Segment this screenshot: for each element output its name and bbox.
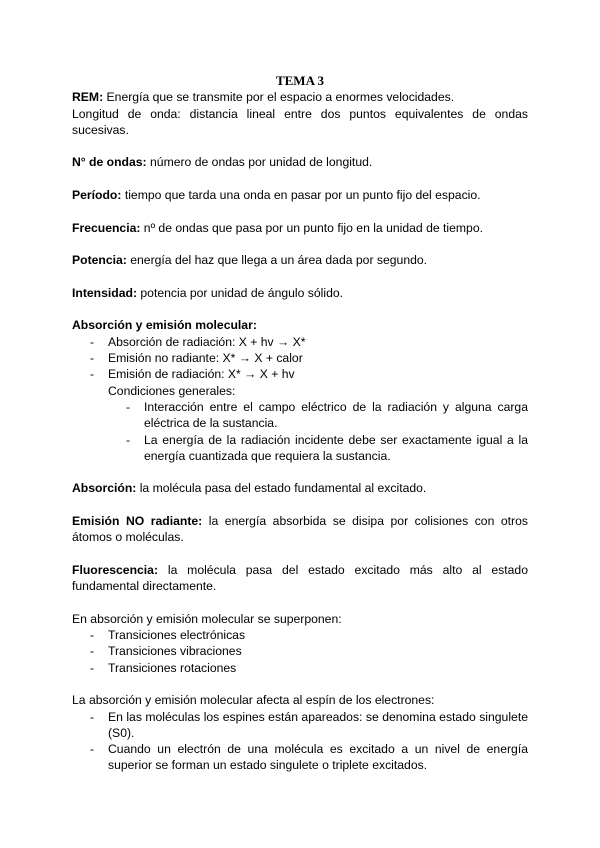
intensidad-definition bbox=[72, 285, 528, 301]
absorcion-emision-heading bbox=[72, 317, 528, 333]
conditions-label: Condiciones generales: bbox=[108, 383, 236, 398]
potencia-text: energía del haz que llega a un área dada por segundo. bbox=[126, 253, 428, 268]
longitud-definition: Longitud de onda: distancia lineal entre dos puntos equivalentes de ondas sucesivas. bbox=[72, 106, 528, 137]
list-item: - Transiciones electrónicas bbox=[72, 627, 528, 643]
superponen-intro: En absorción y emisión molecular se superponen: bbox=[72, 611, 342, 626]
list-item: - Absorción de radiación: X + hv → X* bbox=[72, 334, 528, 350]
frecuencia-definition bbox=[72, 220, 528, 236]
list-item: - Transiciones rotaciones bbox=[72, 660, 528, 676]
list-item: - Transiciones vibraciones bbox=[72, 643, 528, 659]
fluorescencia-text: la molécula pasa del estado excitado más alto al estado fundamental directamente. bbox=[72, 562, 528, 594]
emision-no-radiante-term: Emisión NO radiante: bbox=[72, 514, 203, 529]
rem-text: Energía que se transmite por el espacio a enormes velocidades. bbox=[103, 90, 455, 105]
potencia-definition bbox=[72, 252, 528, 268]
absorcion-term: Absorción: bbox=[72, 481, 137, 496]
frecuencia-text: nº de ondas que pasa por un punto fijo en la unidad de tiempo. bbox=[140, 220, 483, 235]
intensidad-text: potencia por unidad de ángulo sólido. bbox=[137, 285, 344, 300]
list-item: - En las moléculas los espines están apareados: se denomina estado singulete (S0). bbox=[72, 709, 528, 742]
page-title: TEMA 3 bbox=[275, 73, 325, 88]
absorcion-emision-list bbox=[72, 334, 528, 383]
emision-no-radiante-text: la energía absorbida se disipa por colisiones con otros átomos o moléculas. bbox=[72, 514, 528, 545]
emision-no-radiante-definition bbox=[72, 513, 528, 546]
n-ondas-definition bbox=[72, 154, 528, 170]
periodo-term: Período: bbox=[72, 188, 122, 203]
rem-term: REM: bbox=[72, 90, 104, 105]
espin-intro: La absorción y emisión molecular afecta al espín de los electrones: bbox=[72, 693, 435, 708]
periodo-definition bbox=[72, 187, 528, 203]
n-ondas-text: número de ondas por unidad de longitud. bbox=[146, 155, 373, 170]
list-item: - Emisión no radiante: X* → X + calor bbox=[72, 350, 528, 366]
list-item: - Interacción entre el campo eléctrico de la radiación y alguna carga eléctrica de la sustancia. bbox=[72, 399, 528, 432]
section-heading: Absorción y emisión molecular: bbox=[72, 318, 257, 333]
document-body bbox=[72, 73, 528, 774]
list-item: - Emisión de radiación: X* → X + hv bbox=[72, 366, 528, 382]
fluorescencia-definition bbox=[72, 562, 528, 595]
periodo-text: tiempo que tarda una onda en pasar por un punto fijo del espacio. bbox=[121, 188, 481, 203]
conditions-list bbox=[72, 399, 528, 464]
absorcion-text: la molécula pasa del estado fundamental al excitado. bbox=[136, 481, 427, 496]
list-item: - La energía de la radiación incidente debe ser exactamente igual a la energía cuantizada que requiera la sustancia. bbox=[72, 432, 528, 465]
rem-definition bbox=[72, 89, 528, 105]
fluorescencia-term: Fluorescencia: bbox=[72, 562, 159, 577]
n-ondas-term: N° de ondas: bbox=[72, 155, 147, 170]
absorcion-definition bbox=[72, 480, 528, 496]
potencia-term: Potencia: bbox=[72, 253, 127, 268]
intensidad-term: Intensidad: bbox=[72, 285, 138, 300]
frecuencia-term: Frecuencia: bbox=[72, 220, 141, 235]
espin-list bbox=[72, 709, 528, 774]
superponen-list bbox=[72, 627, 528, 676]
list-item: - Cuando un electrón de una molécula es excitado a un nivel de energía superior se forman un estado singulete o triplete excitados. bbox=[72, 741, 528, 774]
